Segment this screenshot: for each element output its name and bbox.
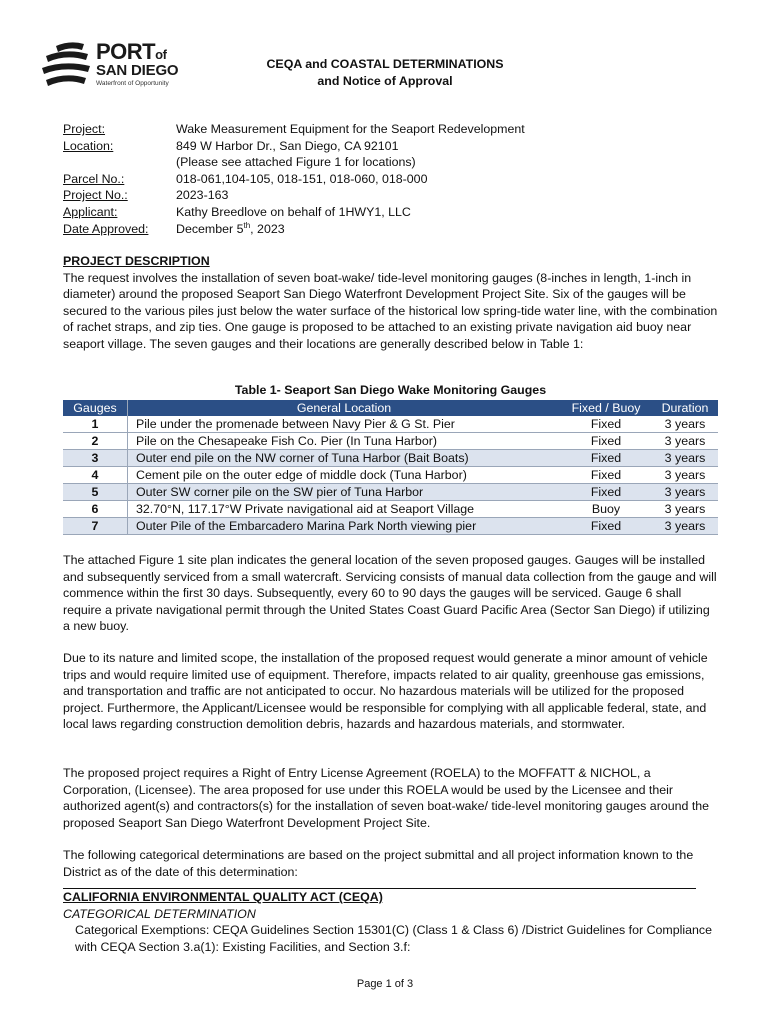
project-description xyxy=(63,253,718,353)
paragraph-impacts xyxy=(63,650,718,733)
ceqa-heading: CALIFORNIA ENVIRONMENTAL QUALITY ACT (CEQA) xyxy=(63,890,383,904)
gauge-location: Outer Pile of the Embarcadero Marina Park North viewing pier xyxy=(128,518,561,535)
location-label: Location: xyxy=(63,138,114,153)
logo-tagline: Waterfront of Opportunity xyxy=(96,80,169,87)
title-line-1: CEQA and COASTAL DETERMINATIONS xyxy=(266,57,504,71)
header-type: Fixed / Buoy xyxy=(560,400,652,416)
paragraph-2: Due to its nature and limited scope, the installation of the proposed request would generate a minor amount of vehicle trips and would require limited use of equipment. Therefore, impacts related to air quality, greenhouse gas emissions, and transportation and traffic are not anticipated to occur. No hazardous materials will be utilized for the proposed project. Furthermore, the Applicant/Licensee would be responsible for complying with all applicable federal, state, and local laws regarding construction demolition debris, hazards and hazardous materials, and stormwater. xyxy=(63,651,708,732)
gauge-duration: 3 years xyxy=(652,501,718,518)
paragraph-figure xyxy=(63,552,718,635)
table-row xyxy=(63,416,718,433)
gauge-location: Pile under the promenade between Navy Pier & G St. Pier xyxy=(128,416,561,433)
table-row xyxy=(63,433,718,450)
gauge-number: 2 xyxy=(63,433,128,450)
ceqa-subheading: CATEGORICAL DETERMINATION xyxy=(63,907,256,921)
paragraph-4: The following categorical determinations are based on the project submittal and all project information known to the District as of the date of this determination: xyxy=(63,848,694,879)
document-title xyxy=(200,56,570,90)
gauge-number: 4 xyxy=(63,467,128,484)
title-line-2: and Notice of Approval xyxy=(317,74,453,88)
gauges-table xyxy=(63,400,718,535)
info-row-project xyxy=(63,121,723,138)
gauge-location: Cement pile on the outer edge of middle dock (Tuna Harbor) xyxy=(128,467,561,484)
gauge-location: Outer SW corner pile on the SW pier of Tuna Harbor xyxy=(128,484,561,501)
gauge-number: 1 xyxy=(63,416,128,433)
gauge-duration: 3 years xyxy=(652,450,718,467)
table-header-row xyxy=(63,400,718,416)
table-row xyxy=(63,467,718,484)
applicant-value: Kathy Breedlove on behalf of 1HWY1, LLC xyxy=(176,204,411,219)
parcel-value: 018-061,104-105, 018-151, 018-060, 018-000 xyxy=(176,171,428,186)
location-value: 849 W Harbor Dr., San Diego, CA 92101 xyxy=(176,138,399,153)
date-value: December 5th, 2023 xyxy=(176,220,285,236)
project-no-label: Project No.: xyxy=(63,188,128,203)
table-row xyxy=(63,518,718,535)
applicant-label: Applicant: xyxy=(63,204,118,219)
gauge-location: Outer end pile on the NW corner of Tuna Harbor (Bait Boats) xyxy=(128,450,561,467)
gauge-duration: 3 years xyxy=(652,467,718,484)
logo-san-diego-text: SAN DIEGO xyxy=(96,62,179,79)
gauge-type: Fixed xyxy=(560,484,652,501)
waves-icon xyxy=(40,40,92,90)
ceqa-text: Categorical Exemptions: CEQA Guidelines Section 15301(C) (Class 1 & Class 6) /District Guidelines for Compliance with CEQA Section 3.a(1): Existing Facilities, and Section 3.f: xyxy=(75,923,713,954)
info-row-location xyxy=(63,138,723,155)
header-gauges: Gauges xyxy=(63,400,128,416)
date-label: Date Approved: xyxy=(63,221,149,236)
gauge-type: Fixed xyxy=(560,416,652,433)
project-info xyxy=(63,121,723,237)
paragraph-determinations xyxy=(63,847,718,880)
paragraph-roela xyxy=(63,765,718,831)
gauge-duration: 3 years xyxy=(652,433,718,450)
header-location: General Location xyxy=(128,400,561,416)
table-row xyxy=(63,501,718,518)
gauge-number: 7 xyxy=(63,518,128,535)
project-value: Wake Measurement Equipment for the Seaport Redevelopment xyxy=(176,122,525,136)
gauge-type: Fixed xyxy=(560,518,652,535)
paragraph-3: The proposed project requires a Right of Entry License Agreement (ROELA) to the MOFFATT & NICHOL, a Corporation, (Licensee). The area proposed for use under this ROELA would be used by the Licensee and their authorized agent(s) and contractors(s) for the installation of seven boat-wake/ tide-level monitoring gauges around the proposed Seaport San Diego Waterfront Development Project Site. xyxy=(63,766,710,830)
gauge-type: Buoy xyxy=(560,501,652,518)
project-no-value: 2023-163 xyxy=(176,188,229,203)
gauge-location: 32.70°N, 117.17°W Private navigational aid at Seaport Village xyxy=(128,501,561,518)
description-text: The request involves the installation of seven boat-wake/ tide-level monitoring gauges (8-inches in length, 1-inch in diameter) around the proposed Seaport San Diego Waterfront Development Project Site. Six of the gauges will be secured to the various piles just below the water surface of the historical low spring-tide water line, with the combination of rachet straps, and zip ties. One gauge is proposed to be attached to an existing private navigation aid buoy near seaport village. The seven gauges and their locations are generally described below in Table 1: xyxy=(63,270,718,351)
table-row xyxy=(63,484,718,501)
port-logo xyxy=(40,40,200,92)
page-number: Page 1 of 3 xyxy=(356,978,414,990)
project-label: Project: xyxy=(63,122,106,136)
gauge-duration: 3 years xyxy=(652,484,718,501)
table-caption: Table 1- Seaport San Diego Wake Monitoring Gauges xyxy=(234,383,547,397)
gauge-location: Pile on the Chesapeake Fish Co. Pier (In Tuna Harbor) xyxy=(128,433,561,450)
paragraph-1: The attached Figure 1 site plan indicates the general location of the seven proposed gauges. Gauges will be installed and subsequently serviced from a small watercraft. Servicing consists of manual data collection from the gauge and will commence within the first 30 days. Subsequently, every 60 to 90 days the gauges will be serviced. Gauge 6 shall require a private navigational permit through the United States Coast Guard Pacific Area (Sector San Diego) if utilizing a new buoy. xyxy=(63,553,717,634)
header-duration: Duration xyxy=(652,400,718,416)
info-row-location-note xyxy=(63,154,723,171)
gauge-number: 3 xyxy=(63,450,128,467)
info-row-project-no xyxy=(63,187,723,204)
gauge-number: 6 xyxy=(63,501,128,518)
gauge-type: Fixed xyxy=(560,450,652,467)
table-row xyxy=(63,450,718,467)
info-row-parcel xyxy=(63,171,723,188)
parcel-label: Parcel No.: xyxy=(63,171,125,186)
logo-port-text: PORTof xyxy=(96,39,167,64)
description-heading: PROJECT DESCRIPTION xyxy=(63,254,210,268)
gauge-duration: 3 years xyxy=(652,416,718,433)
info-row-applicant xyxy=(63,204,723,221)
gauge-duration: 3 years xyxy=(652,518,718,535)
info-row-date xyxy=(63,221,723,238)
location-note: (Please see attached Figure 1 for locations) xyxy=(176,155,416,170)
gauge-type: Fixed xyxy=(560,467,652,484)
gauge-number: 5 xyxy=(63,484,128,501)
gauge-type: Fixed xyxy=(560,433,652,450)
